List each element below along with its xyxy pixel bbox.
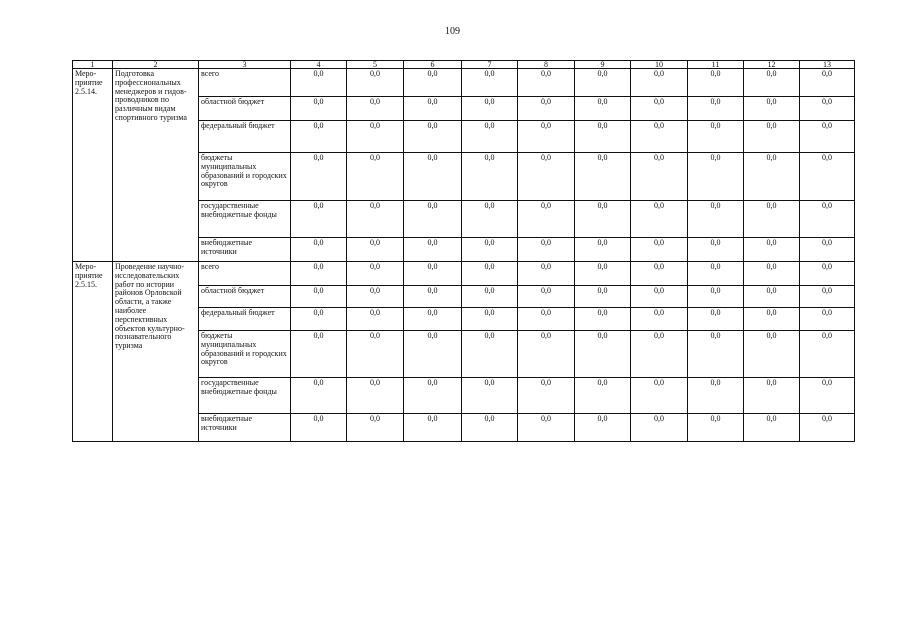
table-row xyxy=(73,262,855,286)
funding-source: всего xyxy=(199,69,291,97)
value-cell: 0,0 xyxy=(744,201,800,238)
value-cell: 0,0 xyxy=(800,153,855,201)
column-number-row xyxy=(73,61,855,69)
column-header: 10 xyxy=(631,61,688,69)
value-cell: 0,0 xyxy=(462,378,518,414)
value-cell: 0,0 xyxy=(744,69,800,97)
event-id-cell xyxy=(73,69,113,262)
column-header: 5 xyxy=(347,61,404,69)
value-cell: 0,0 xyxy=(404,121,462,153)
value-cell: 0,0 xyxy=(518,286,575,308)
column-header: 12 xyxy=(744,61,800,69)
value-cell: 0,0 xyxy=(462,308,518,331)
value-cell: 0,0 xyxy=(347,262,404,286)
value-cell: 0,0 xyxy=(462,262,518,286)
value-cell: 0,0 xyxy=(575,262,631,286)
value-cell: 0,0 xyxy=(518,69,575,97)
value-cell: 0,0 xyxy=(404,262,462,286)
value-cell: 0,0 xyxy=(518,97,575,121)
value-cell: 0,0 xyxy=(688,378,744,414)
value-cell: 0,0 xyxy=(347,414,404,442)
value-cell: 0,0 xyxy=(744,308,800,331)
value-cell: 0,0 xyxy=(404,286,462,308)
value-cell: 0,0 xyxy=(462,153,518,201)
value-cell: 0,0 xyxy=(291,238,347,262)
value-cell: 0,0 xyxy=(518,331,575,378)
value-cell: 0,0 xyxy=(291,69,347,97)
value-cell: 0,0 xyxy=(518,378,575,414)
value-cell: 0,0 xyxy=(291,201,347,238)
value-cell: 0,0 xyxy=(575,378,631,414)
value-cell: 0,0 xyxy=(404,238,462,262)
value-cell: 0,0 xyxy=(518,262,575,286)
value-cell: 0,0 xyxy=(631,308,688,331)
value-cell: 0,0 xyxy=(800,331,855,378)
value-cell: 0,0 xyxy=(347,201,404,238)
value-cell: 0,0 xyxy=(462,121,518,153)
column-header: 11 xyxy=(688,61,744,69)
value-cell: 0,0 xyxy=(347,331,404,378)
value-cell: 0,0 xyxy=(404,69,462,97)
value-cell: 0,0 xyxy=(347,238,404,262)
value-cell: 0,0 xyxy=(744,378,800,414)
value-cell: 0,0 xyxy=(631,121,688,153)
value-cell: 0,0 xyxy=(688,308,744,331)
value-cell: 0,0 xyxy=(631,331,688,378)
value-cell: 0,0 xyxy=(800,308,855,331)
value-cell: 0,0 xyxy=(800,262,855,286)
value-cell: 0,0 xyxy=(688,262,744,286)
value-cell: 0,0 xyxy=(462,201,518,238)
value-cell: 0,0 xyxy=(744,331,800,378)
event-id-line: 2.5.15. xyxy=(75,279,97,289)
value-cell: 0,0 xyxy=(291,414,347,442)
value-cell: 0,0 xyxy=(575,414,631,442)
value-cell: 0,0 xyxy=(462,286,518,308)
column-header: 2 xyxy=(113,61,199,69)
funding-source: внебюджетные источники xyxy=(199,414,291,442)
event-id-line: 2.5.14. xyxy=(75,86,97,96)
value-cell: 0,0 xyxy=(462,238,518,262)
value-cell: 0,0 xyxy=(800,378,855,414)
funding-source: федеральный бюджет xyxy=(199,121,291,153)
value-cell: 0,0 xyxy=(744,238,800,262)
column-header: 1 xyxy=(73,61,113,69)
funding-source: всего xyxy=(199,262,291,286)
value-cell: 0,0 xyxy=(347,97,404,121)
value-cell: 0,0 xyxy=(291,331,347,378)
value-cell: 0,0 xyxy=(404,414,462,442)
column-header: 13 xyxy=(800,61,855,69)
funding-source: бюджеты муниципальных образований и городских округов xyxy=(199,331,291,378)
value-cell: 0,0 xyxy=(291,262,347,286)
value-cell: 0,0 xyxy=(518,414,575,442)
value-cell: 0,0 xyxy=(631,262,688,286)
value-cell: 0,0 xyxy=(744,97,800,121)
value-cell: 0,0 xyxy=(688,69,744,97)
value-cell: 0,0 xyxy=(631,378,688,414)
value-cell: 0,0 xyxy=(688,97,744,121)
value-cell: 0,0 xyxy=(291,378,347,414)
value-cell: 0,0 xyxy=(291,308,347,331)
value-cell: 0,0 xyxy=(518,308,575,331)
value-cell: 0,0 xyxy=(404,378,462,414)
event-id-line: Меро- xyxy=(75,262,97,271)
value-cell: 0,0 xyxy=(347,121,404,153)
value-cell: 0,0 xyxy=(404,201,462,238)
value-cell: 0,0 xyxy=(800,97,855,121)
value-cell: 0,0 xyxy=(575,121,631,153)
event-description: Подготовка профессиональных менеджеров и гидов-проводников по различным видам спортивного туризма xyxy=(113,69,199,262)
value-cell: 0,0 xyxy=(631,153,688,201)
value-cell: 0,0 xyxy=(291,97,347,121)
value-cell: 0,0 xyxy=(575,308,631,331)
funding-source: областной бюджет xyxy=(199,286,291,308)
value-cell: 0,0 xyxy=(688,286,744,308)
value-cell: 0,0 xyxy=(688,153,744,201)
value-cell: 0,0 xyxy=(404,97,462,121)
column-header: 8 xyxy=(518,61,575,69)
value-cell: 0,0 xyxy=(518,153,575,201)
value-cell: 0,0 xyxy=(631,69,688,97)
budget-table xyxy=(72,60,855,442)
value-cell: 0,0 xyxy=(347,69,404,97)
page-number: 109 xyxy=(445,26,460,37)
value-cell: 0,0 xyxy=(631,201,688,238)
value-cell: 0,0 xyxy=(631,97,688,121)
value-cell: 0,0 xyxy=(575,153,631,201)
value-cell: 0,0 xyxy=(347,378,404,414)
value-cell: 0,0 xyxy=(800,238,855,262)
funding-source: областной бюджет xyxy=(199,97,291,121)
value-cell: 0,0 xyxy=(518,238,575,262)
value-cell: 0,0 xyxy=(800,201,855,238)
value-cell: 0,0 xyxy=(347,286,404,308)
value-cell: 0,0 xyxy=(631,414,688,442)
column-header: 9 xyxy=(575,61,631,69)
value-cell: 0,0 xyxy=(575,331,631,378)
value-cell: 0,0 xyxy=(744,286,800,308)
value-cell: 0,0 xyxy=(404,308,462,331)
value-cell: 0,0 xyxy=(688,331,744,378)
value-cell: 0,0 xyxy=(347,153,404,201)
value-cell: 0,0 xyxy=(518,201,575,238)
value-cell: 0,0 xyxy=(462,331,518,378)
value-cell: 0,0 xyxy=(688,121,744,153)
value-cell: 0,0 xyxy=(688,414,744,442)
value-cell: 0,0 xyxy=(575,69,631,97)
value-cell: 0,0 xyxy=(347,308,404,331)
value-cell: 0,0 xyxy=(291,286,347,308)
column-header: 6 xyxy=(404,61,462,69)
value-cell: 0,0 xyxy=(744,153,800,201)
funding-source: федеральный бюджет xyxy=(199,308,291,331)
value-cell: 0,0 xyxy=(800,286,855,308)
value-cell: 0,0 xyxy=(462,97,518,121)
table-row xyxy=(73,69,855,97)
event-id-line: приятие xyxy=(75,77,103,87)
column-header: 4 xyxy=(291,61,347,69)
value-cell: 0,0 xyxy=(744,414,800,442)
column-header: 7 xyxy=(462,61,518,69)
event-id-line: приятие xyxy=(75,270,103,280)
value-cell: 0,0 xyxy=(462,69,518,97)
value-cell: 0,0 xyxy=(518,121,575,153)
value-cell: 0,0 xyxy=(291,121,347,153)
value-cell: 0,0 xyxy=(688,201,744,238)
value-cell: 0,0 xyxy=(575,201,631,238)
value-cell: 0,0 xyxy=(291,153,347,201)
value-cell: 0,0 xyxy=(800,121,855,153)
event-id-cell xyxy=(73,262,113,442)
value-cell: 0,0 xyxy=(800,69,855,97)
funding-source: внебюджетные источники xyxy=(199,238,291,262)
value-cell: 0,0 xyxy=(462,414,518,442)
value-cell: 0,0 xyxy=(575,97,631,121)
value-cell: 0,0 xyxy=(575,286,631,308)
event-id-line: Меро- xyxy=(75,69,97,78)
value-cell: 0,0 xyxy=(631,238,688,262)
value-cell: 0,0 xyxy=(631,286,688,308)
value-cell: 0,0 xyxy=(404,331,462,378)
value-cell: 0,0 xyxy=(800,414,855,442)
funding-source: государственные внебюджетные фонды xyxy=(199,378,291,414)
value-cell: 0,0 xyxy=(744,121,800,153)
column-header: 3 xyxy=(199,61,291,69)
value-cell: 0,0 xyxy=(404,153,462,201)
funding-source: государственные внебюджетные фонды xyxy=(199,201,291,238)
value-cell: 0,0 xyxy=(575,238,631,262)
value-cell: 0,0 xyxy=(744,262,800,286)
event-description: Проведение научно-исследовательских работ по истории районов Орловской области, а также наиболее перспективных объектов культурно-познавательного туризма xyxy=(113,262,199,442)
value-cell: 0,0 xyxy=(688,238,744,262)
funding-source: бюджеты муниципальных образований и городских округов xyxy=(199,153,291,201)
